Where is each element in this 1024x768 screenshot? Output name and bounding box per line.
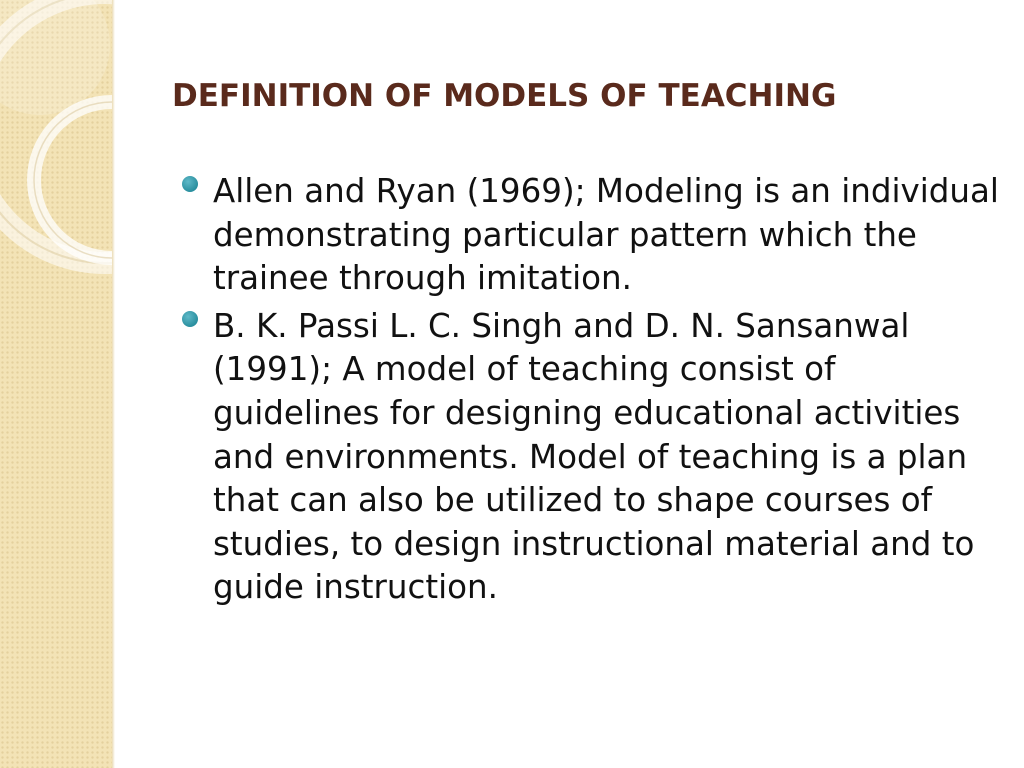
bullet-item-allen-ryan — [172, 170, 1002, 301]
slide-title: DEFINITION OF MODELS OF TEACHING — [172, 78, 837, 114]
bullet-list — [172, 170, 1002, 614]
round-bullet-icon — [182, 311, 198, 327]
bullet-text: Allen and Ryan (1969); Modeling is an individual demonstrating particular pattern which the trainee through imitation. — [213, 172, 999, 298]
bullet-item-passi-singh-sansanwal — [172, 305, 1002, 610]
sidebar-edge — [112, 0, 115, 768]
ring-decoration — [0, 0, 112, 768]
bullet-text: B. K. Passi L. C. Singh and D. N. Sansanwal (1991); A model of teaching consist of guidelines for designing educational activities and environments. Model of teaching is a plan that can also be utilized to shape courses of studies, to design instructional material and to guide instruction. — [213, 306, 975, 607]
round-bullet-icon — [182, 176, 198, 192]
sidebar-decoration — [0, 0, 112, 768]
